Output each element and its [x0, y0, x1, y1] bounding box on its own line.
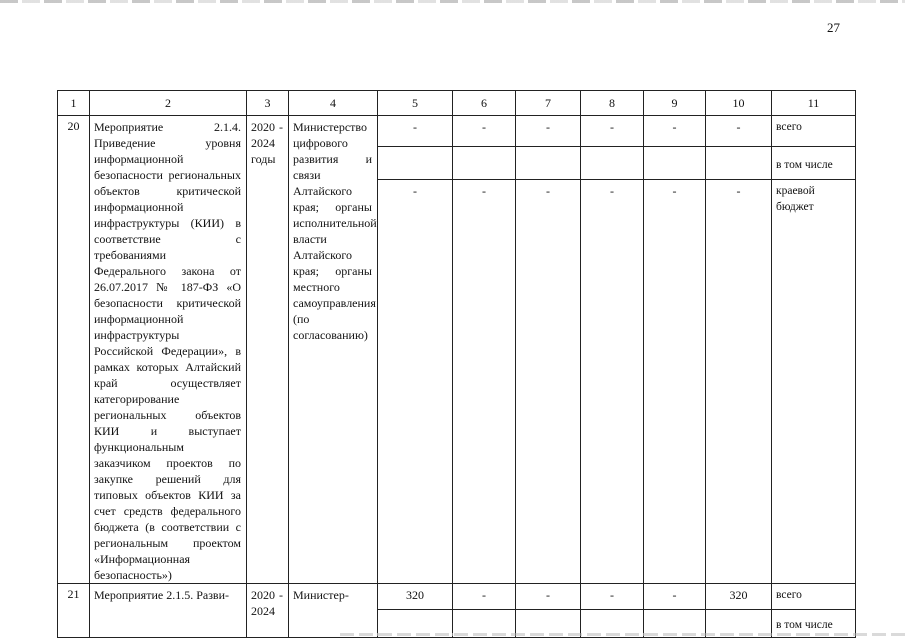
- value-cell: -: [706, 180, 772, 584]
- value-cell: [453, 147, 516, 180]
- column-header: 10: [706, 91, 772, 116]
- table-row: [58, 584, 856, 610]
- table-row: [58, 116, 856, 147]
- column-header: 3: [247, 91, 289, 116]
- value-cell: 320: [378, 584, 453, 610]
- value-cell: [706, 147, 772, 180]
- value-cell: -: [644, 584, 706, 610]
- value-cell: 320: [706, 584, 772, 610]
- scan-edge-top: [0, 0, 905, 3]
- table-header-row: [58, 91, 856, 116]
- value-cell: -: [453, 180, 516, 584]
- value-cell: -: [516, 584, 581, 610]
- value-cell: -: [453, 584, 516, 610]
- value-cell: -: [581, 584, 644, 610]
- value-cell: -: [378, 116, 453, 147]
- funding-source: всего: [772, 116, 856, 147]
- column-header: 8: [581, 91, 644, 116]
- measure-period: 2020 - 2024 годы: [247, 116, 289, 584]
- column-header: 7: [516, 91, 581, 116]
- page-number: 27: [827, 20, 840, 35]
- budget-table: [57, 90, 856, 638]
- measure-period: 2020 - 2024: [247, 584, 289, 638]
- column-header: 6: [453, 91, 516, 116]
- value-cell: -: [581, 116, 644, 147]
- measure-description: Мероприятие 2.1.4. Приведение уровня информационной безопасности региональных объектов критической информационной инфраструктуры (КИИ) в соответствие с требованиями Федерального закона от 26.07.2017 № 187-ФЗ «О безопасности критической информационной инфраструктуры Российской Федерации», в рамках которых Алтайский край осуществляет категорирование региональных объектов КИИ и выступает функциональным заказчиком проектов по закупке решений для типовых объектов КИИ за счет средств федерального бюджета (в соответствии с региональным проектом «Информационная безопасность»): [90, 116, 247, 584]
- funding-source: всего: [772, 584, 856, 610]
- value-cell: -: [644, 180, 706, 584]
- funding-source: в том числе: [772, 610, 856, 638]
- value-cell: [378, 147, 453, 180]
- column-header: 2: [90, 91, 247, 116]
- value-cell: [644, 147, 706, 180]
- column-header: 5: [378, 91, 453, 116]
- column-header: 11: [772, 91, 856, 116]
- value-cell: -: [516, 180, 581, 584]
- funding-source: краевой бюджет: [772, 180, 856, 584]
- value-cell: -: [581, 180, 644, 584]
- column-header: 4: [289, 91, 378, 116]
- value-cell: -: [706, 116, 772, 147]
- value-cell: [581, 147, 644, 180]
- column-header: 9: [644, 91, 706, 116]
- value-cell: -: [378, 180, 453, 584]
- value-cell: -: [453, 116, 516, 147]
- funding-source: в том числе: [772, 147, 856, 180]
- row-number: 21: [58, 584, 90, 638]
- column-header: 1: [58, 91, 90, 116]
- value-cell: -: [644, 116, 706, 147]
- measure-executor: Министерство цифрового развития и связи Алтайского края; органы исполнительной власти Алтайского края; органы местного самоуправления (по согласованию): [289, 116, 378, 584]
- measure-executor: Министер-: [289, 584, 378, 638]
- value-cell: -: [516, 116, 581, 147]
- row-number: 20: [58, 116, 90, 584]
- value-cell: [516, 147, 581, 180]
- measure-description: Мероприятие 2.1.5. Разви-: [90, 584, 247, 638]
- scan-edge-bottom: [340, 633, 905, 636]
